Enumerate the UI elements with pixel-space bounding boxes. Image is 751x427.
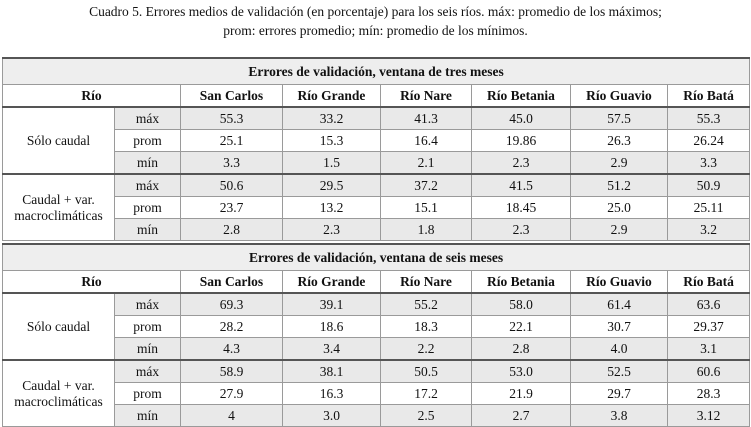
column-header: Río Grande: [283, 271, 381, 294]
value-cell: 50.9: [668, 174, 750, 197]
value-cell: 4.0: [571, 338, 668, 361]
value-cell: 58.9: [181, 360, 283, 383]
caption-line-2: prom: errores promedio; mín: promedio de los mínimos.: [223, 23, 528, 38]
rio-header: Río: [3, 85, 181, 108]
value-cell: 27.9: [181, 383, 283, 405]
stat-label: prom: [115, 316, 181, 338]
value-cell: 57.5: [571, 107, 668, 130]
table-row: [3, 293, 750, 316]
value-cell: 17.2: [381, 383, 472, 405]
column-header: Río Betania: [472, 271, 571, 294]
value-cell: 18.3: [381, 316, 472, 338]
group-label: Sólo caudal: [3, 107, 115, 174]
value-cell: 4: [181, 405, 283, 427]
table-row: [3, 383, 750, 405]
value-cell: 2.9: [571, 152, 668, 175]
table-caption: [0, 0, 751, 40]
group-label: Caudal + var. macroclimáticas: [3, 174, 115, 241]
value-cell: 2.3: [472, 219, 571, 241]
value-cell: 29.5: [283, 174, 381, 197]
section-title: Errores de validación, ventana de tres meses: [3, 58, 750, 85]
stat-label: mín: [115, 405, 181, 427]
table-row: [3, 130, 750, 152]
value-cell: 25.11: [668, 197, 750, 219]
column-header: Río Batá: [668, 271, 750, 294]
caption-line-1: Cuadro 5. Errores medios de validación (en porcentaje) para los seis ríos. máx: promedio de los máximos;: [89, 4, 662, 19]
value-cell: 2.9: [571, 219, 668, 241]
value-cell: 23.7: [181, 197, 283, 219]
value-cell: 3.1: [668, 338, 750, 361]
table-row: [3, 174, 750, 197]
value-cell: 53.0: [472, 360, 571, 383]
stat-label: máx: [115, 360, 181, 383]
value-cell: 2.7: [472, 405, 571, 427]
value-cell: 30.7: [571, 316, 668, 338]
column-header: Río Nare: [381, 271, 472, 294]
value-cell: 3.2: [668, 219, 750, 241]
column-header: Río Betania: [472, 85, 571, 108]
column-header: Río Batá: [668, 85, 750, 108]
stat-label: máx: [115, 174, 181, 197]
column-header: San Carlos: [181, 271, 283, 294]
value-cell: 29.37: [668, 316, 750, 338]
value-cell: 22.1: [472, 316, 571, 338]
value-cell: 19.86: [472, 130, 571, 152]
value-cell: 50.5: [381, 360, 472, 383]
value-cell: 2.5: [381, 405, 472, 427]
value-cell: 28.3: [668, 383, 750, 405]
value-cell: 55.3: [668, 107, 750, 130]
value-cell: 55.2: [381, 293, 472, 316]
value-cell: 25.0: [571, 197, 668, 219]
value-cell: 21.9: [472, 383, 571, 405]
value-cell: 1.5: [283, 152, 381, 175]
value-cell: 58.0: [472, 293, 571, 316]
column-header: Río Guavio: [571, 271, 668, 294]
value-cell: 2.1: [381, 152, 472, 175]
value-cell: 41.5: [472, 174, 571, 197]
value-cell: 13.2: [283, 197, 381, 219]
value-cell: 28.2: [181, 316, 283, 338]
value-cell: 15.3: [283, 130, 381, 152]
stat-label: mín: [115, 219, 181, 241]
stat-label: prom: [115, 197, 181, 219]
value-cell: 60.6: [668, 360, 750, 383]
value-cell: 29.7: [571, 383, 668, 405]
table-row: [3, 107, 750, 130]
value-cell: 2.3: [472, 152, 571, 175]
value-cell: 39.1: [283, 293, 381, 316]
column-header-row: [3, 85, 750, 108]
value-cell: 16.4: [381, 130, 472, 152]
value-cell: 3.3: [181, 152, 283, 175]
column-header: San Carlos: [181, 85, 283, 108]
table-body: [3, 58, 750, 427]
table-row: [3, 219, 750, 241]
value-cell: 61.4: [571, 293, 668, 316]
stat-label: máx: [115, 293, 181, 316]
value-cell: 26.24: [668, 130, 750, 152]
value-cell: 45.0: [472, 107, 571, 130]
group-label: Caudal + var. macroclimáticas: [3, 360, 115, 427]
value-cell: 15.1: [381, 197, 472, 219]
rio-header: Río: [3, 271, 181, 294]
value-cell: 38.1: [283, 360, 381, 383]
value-cell: 37.2: [381, 174, 472, 197]
column-header: Río Grande: [283, 85, 381, 108]
value-cell: 18.45: [472, 197, 571, 219]
table-row: [3, 360, 750, 383]
value-cell: 50.6: [181, 174, 283, 197]
value-cell: 41.3: [381, 107, 472, 130]
section-title-row: [3, 244, 750, 271]
column-header: Río Guavio: [571, 85, 668, 108]
value-cell: 26.3: [571, 130, 668, 152]
stat-label: prom: [115, 383, 181, 405]
value-cell: 3.4: [283, 338, 381, 361]
value-cell: 33.2: [283, 107, 381, 130]
validation-errors-table: [2, 57, 750, 427]
section-title: Errores de validación, ventana de seis meses: [3, 244, 750, 271]
value-cell: 2.8: [472, 338, 571, 361]
column-header: Río Nare: [381, 85, 472, 108]
value-cell: 3.0: [283, 405, 381, 427]
stat-label: mín: [115, 338, 181, 361]
value-cell: 69.3: [181, 293, 283, 316]
table-row: [3, 316, 750, 338]
value-cell: 18.6: [283, 316, 381, 338]
stat-label: prom: [115, 130, 181, 152]
value-cell: 1.8: [381, 219, 472, 241]
column-header-row: [3, 271, 750, 294]
value-cell: 63.6: [668, 293, 750, 316]
table-row: [3, 197, 750, 219]
value-cell: 55.3: [181, 107, 283, 130]
value-cell: 25.1: [181, 130, 283, 152]
table-row: [3, 405, 750, 427]
stat-label: mín: [115, 152, 181, 175]
table-row: [3, 152, 750, 175]
value-cell: 52.5: [571, 360, 668, 383]
value-cell: 2.8: [181, 219, 283, 241]
value-cell: 2.2: [381, 338, 472, 361]
value-cell: 2.3: [283, 219, 381, 241]
value-cell: 16.3: [283, 383, 381, 405]
value-cell: 3.8: [571, 405, 668, 427]
value-cell: 51.2: [571, 174, 668, 197]
section-title-row: [3, 58, 750, 85]
stat-label: máx: [115, 107, 181, 130]
value-cell: 3.3: [668, 152, 750, 175]
table-row: [3, 338, 750, 361]
value-cell: 3.12: [668, 405, 750, 427]
group-label: Sólo caudal: [3, 293, 115, 360]
value-cell: 4.3: [181, 338, 283, 361]
